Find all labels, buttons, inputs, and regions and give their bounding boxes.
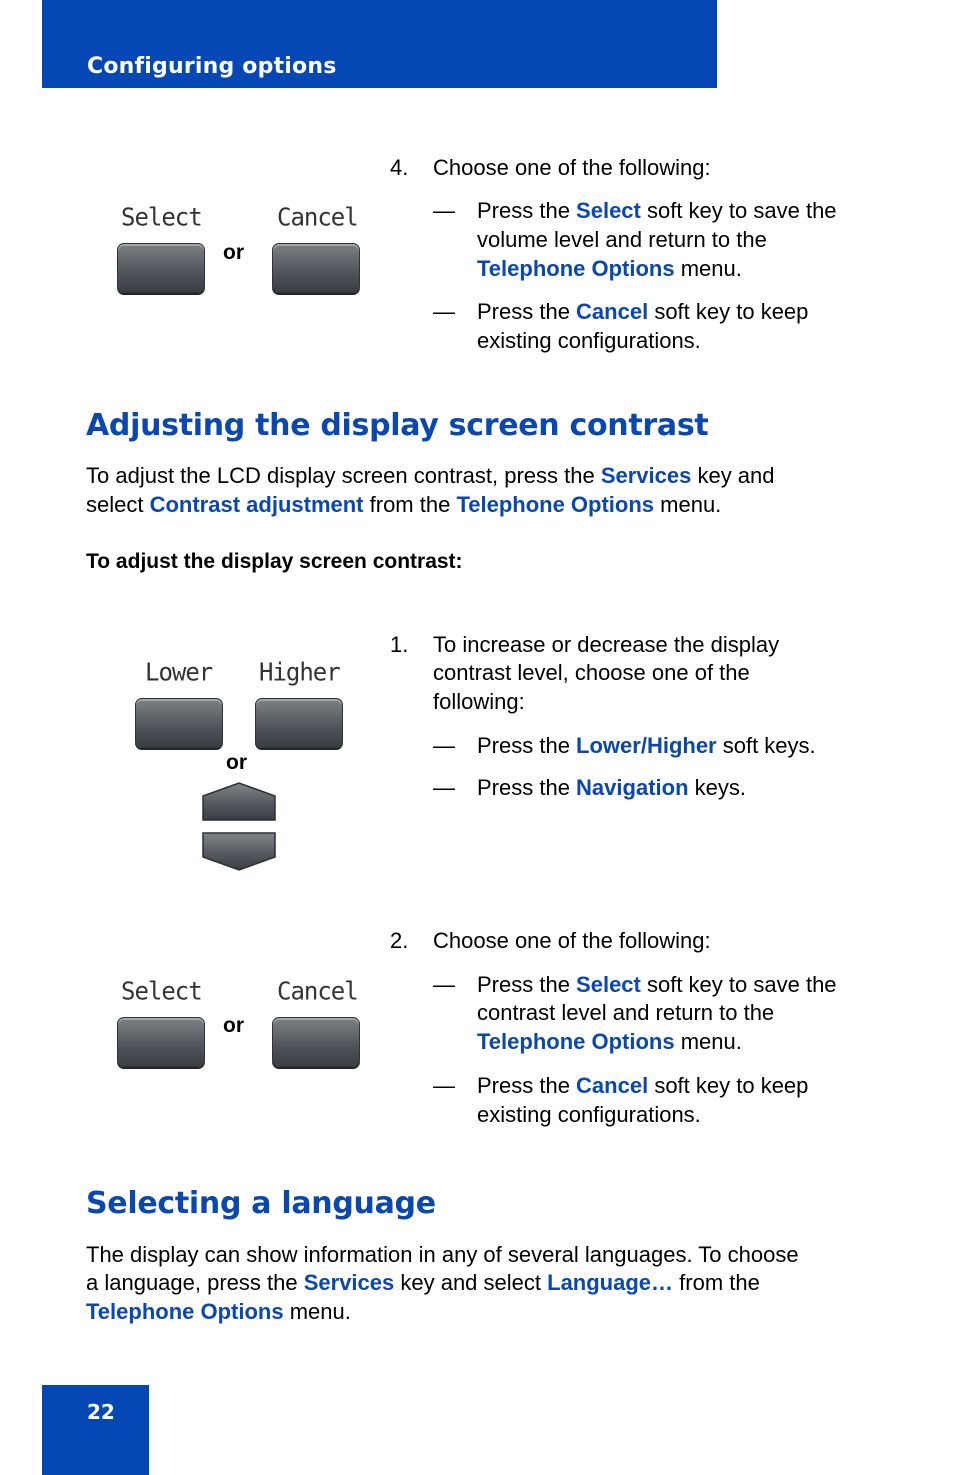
softkey-label-cancel: Cancel xyxy=(277,202,358,232)
cancel-softkey-icon xyxy=(272,1017,360,1067)
dash-bullet: — xyxy=(433,1073,455,1098)
softkey-label-lower: Lower xyxy=(145,657,213,687)
section-heading-contrast: Adjusting the display screen contrast xyxy=(86,408,709,443)
contrast-intro-line1: To adjust the LCD display screen contrast, press the Services key and xyxy=(86,463,775,488)
option-cancel-line2: existing configurations. xyxy=(477,1102,701,1127)
step-text: Choose one of the following: xyxy=(433,928,711,953)
dash-bullet: — xyxy=(433,775,455,800)
page-number: 22 xyxy=(87,1400,115,1424)
or-label: or xyxy=(223,241,244,264)
option-cancel-line2: existing configurations. xyxy=(477,328,701,353)
header-bar xyxy=(42,0,717,88)
option-select-line3: Telephone Options menu. xyxy=(477,256,742,281)
option-select-line1: Press the Select soft key to save the xyxy=(477,972,837,997)
step1-line1: To increase or decrease the display xyxy=(433,632,780,657)
option-select-line2: contrast level and return to the xyxy=(477,1000,775,1025)
option-select-line2: volume level and return to the xyxy=(477,227,767,252)
step-number: 1. xyxy=(390,632,409,657)
option-cancel-line1: Press the Cancel soft key to keep xyxy=(477,1073,809,1098)
procedure-title: To adjust the display screen contrast: xyxy=(86,550,463,573)
dash-bullet: — xyxy=(433,198,455,223)
section-heading-language: Selecting a language xyxy=(86,1186,436,1221)
dash-bullet: — xyxy=(433,733,455,758)
lower-softkey-icon xyxy=(135,698,223,748)
language-line2: a language, press the Services key and select Language… from the xyxy=(86,1270,760,1295)
or-label: or xyxy=(223,1014,244,1037)
softkey-label-cancel: Cancel xyxy=(277,976,358,1006)
language-line1: The display can show information in any of several languages. To choose xyxy=(86,1242,799,1267)
option-select-line3: Telephone Options menu. xyxy=(477,1029,742,1054)
option-cancel-line1: Press the Cancel soft key to keep xyxy=(477,299,809,324)
softkey-label-select: Select xyxy=(121,976,202,1006)
softkey-label-select: Select xyxy=(121,202,202,232)
navigation-keys-icon xyxy=(201,782,277,872)
language-line3: Telephone Options menu. xyxy=(86,1299,351,1324)
or-label: or xyxy=(226,751,247,774)
softkey-label-higher: Higher xyxy=(259,657,340,687)
step-number: 2. xyxy=(390,928,409,953)
select-softkey-icon xyxy=(117,1017,205,1067)
header-title: Configuring options xyxy=(87,54,337,79)
contrast-intro-line2: select Contrast adjustment from the Telephone Options menu. xyxy=(86,492,722,517)
step-number: 4. xyxy=(390,155,409,180)
dash-bullet: — xyxy=(433,972,455,997)
option-select-line1: Press the Select soft key to save the xyxy=(477,198,837,223)
higher-softkey-icon xyxy=(255,698,343,748)
step1-line3: following: xyxy=(433,689,525,714)
select-softkey-icon xyxy=(117,243,205,293)
cancel-softkey-icon xyxy=(272,243,360,293)
dash-bullet: — xyxy=(433,299,455,324)
option-lower-higher: Press the Lower/Higher soft keys. xyxy=(477,733,816,758)
page-number-box xyxy=(42,1385,149,1475)
option-navigation: Press the Navigation keys. xyxy=(477,775,746,800)
step-text: Choose one of the following: xyxy=(433,155,711,180)
step1-line2: contrast level, choose one of the xyxy=(433,660,750,685)
